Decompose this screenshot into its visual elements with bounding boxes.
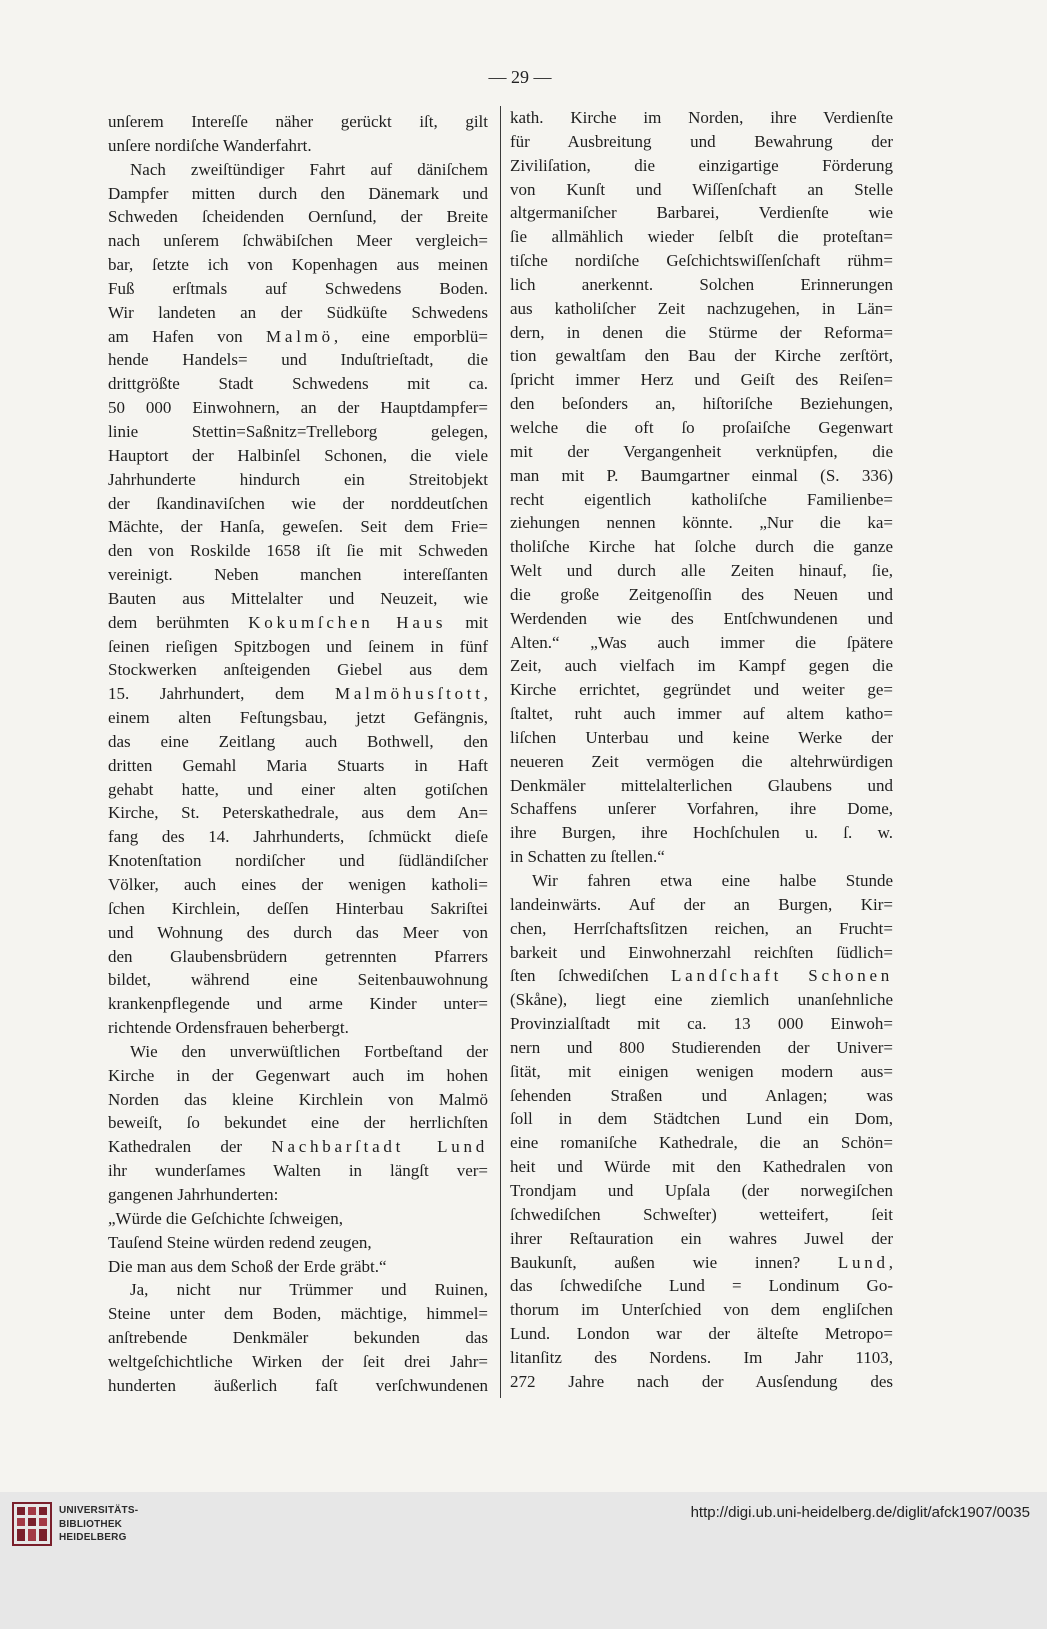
emphasized-text: Malmöhusſtott <box>335 684 484 704</box>
text-line: gehabt hatte, und einer alten gotiſchen <box>108 779 488 799</box>
text-line: ihr wunderſames Walten in längſt ver= <box>108 1161 488 1181</box>
emphasized-text: Lund <box>837 1252 889 1272</box>
text-line: landeinwärts. Auf der an Burgen, Kir= <box>510 894 893 914</box>
text-line <box>510 964 893 988</box>
text-line: hunderten äußerlich faſt verſchwundenen <box>108 1375 488 1395</box>
text-line: in Schatten zu ſtellen.“ <box>510 847 665 867</box>
text-line: altgermaniſcher Barbarei, Verdienſte wie <box>510 203 893 223</box>
text-line: Stockwerken anſteigenden Giebel aus dem <box>108 660 488 680</box>
text-line: nach unſerem ſchwäbiſchen Meer vergleich= <box>108 231 488 251</box>
text-line: Zeit, auch vielfach im Kampf gegen die <box>510 656 893 676</box>
text-line: richtende Ordensfrauen beherbergt. <box>108 1018 349 1038</box>
text-line: 50 000 Einwohnern, an der Hauptdampfer= <box>108 398 488 418</box>
text-line: Schaffens unſerer Vorfahren, ihre Dome, <box>510 799 893 819</box>
text-segment: 15. Jahrhundert, dem <box>108 684 335 704</box>
emphasized-text: Kokumſchen Haus <box>248 612 447 632</box>
text-line: das eine Zeitlang auch Bothwell, den <box>108 731 488 751</box>
text-line: Provinzialſtadt mit ca. 13 000 Einwoh= <box>510 1014 893 1034</box>
emphasized-text: Nachbarſtadt Lund <box>271 1137 488 1157</box>
emphasized-text: Landſchaft Schonen <box>671 966 893 986</box>
library-name <box>59 1504 138 1545</box>
text-line: neueren Zeit vermögen die altehrwürdigen <box>510 751 893 771</box>
text-segment: , <box>888 1252 893 1272</box>
text-line: fang des 14. Jahrhunderts, ſchmückt dieſe <box>108 827 488 847</box>
library-footer <box>0 1492 1047 1629</box>
text-line: Ja, nicht nur Trümmer und Ruinen, <box>130 1280 488 1300</box>
text-line: welche die oft ſo proſaiſche Gegenwart <box>510 417 893 437</box>
emphasized-text: Malmö <box>266 326 334 346</box>
text-line: bildet, während eine Seitenbauwohnung <box>108 970 488 990</box>
text-line: 272 Jahre nach der Ausſendung des <box>510 1371 893 1391</box>
left-text-column <box>108 110 488 1398</box>
library-name-line: HEIDELBERG <box>59 1532 127 1543</box>
text-line: hende Handels= und Induſtrieſtadt, die <box>108 350 488 370</box>
text-line: litanſitz des Nordens. Im Jahr 1103, <box>510 1347 893 1367</box>
text-line: ſtaltet, ruht auch immer auf altem katho= <box>510 704 893 724</box>
text-line: Wir fahren etwa eine halbe Stunde <box>532 871 893 890</box>
text-line <box>108 325 488 349</box>
text-line: Fuß erſtmals auf Schwedens Boden. <box>108 278 488 298</box>
text-line: ſität, mit einigen wenigen modern aus= <box>510 1061 893 1081</box>
text-line: linie Stettin=Saßnitz=Trelleborg gelegen, <box>108 421 488 441</box>
text-line: aus katholiſcher Zeit nachzugehen, in Län= <box>510 298 893 318</box>
text-line: ſpricht immer Herz und Geiſt des Reiſen= <box>510 370 893 390</box>
text-line: Knotenſtation nordiſcher und ſüdländiſcher <box>108 851 488 871</box>
text-line: Kirche in der Gegenwart auch im hohen <box>108 1065 488 1085</box>
text-line: ziehungen nennen könnte. „Nur die ka= <box>510 513 893 533</box>
text-line: beweiſt, ſo bekundet eine der herrlichſten <box>108 1113 488 1133</box>
text-segment: dem berühmten <box>108 612 249 632</box>
text-line: heit und Würde mit den Kathedralen von <box>510 1157 893 1177</box>
text-line: Nach zweiſtündiger Fahrt auf däniſchem <box>130 159 488 179</box>
text-line: anſtrebende Denkmäler bekunden das <box>108 1328 488 1348</box>
text-segment: , eine emporblü= <box>333 326 488 346</box>
text-line: dritten Gemahl Maria Stuarts in Haft <box>108 755 488 775</box>
text-segment: mit <box>446 612 488 632</box>
text-line: nern und 800 Studierenden der Univer= <box>510 1037 893 1057</box>
text-line: weltgeſchichtliche Wirken der ſeit drei Jahr= <box>108 1351 488 1371</box>
text-line: das ſchwediſche Lund = Londinum Go- <box>510 1276 893 1296</box>
text-line: bar, ſetzte ich von Kopenhagen aus meinen <box>108 255 488 275</box>
text-line <box>510 1251 893 1275</box>
text-line: Kirche errichtet, gegründet und weiter ge= <box>510 680 893 700</box>
library-logo[interactable] <box>12 1502 172 1550</box>
text-line: Denkmäler mittelalterlichen Glaubens und <box>510 775 893 795</box>
text-line: kath. Kirche im Norden, ihre Verdienſte <box>510 108 893 127</box>
library-name-line: UNIVERSITÄTS- <box>59 1505 139 1516</box>
text-line: Norden das kleine Kirchlein von Malmö <box>108 1089 488 1109</box>
text-line: Jahrhunderte hindurch ein Streitobjekt <box>108 469 488 489</box>
text-line: thorum im Unterſchied von dem engliſchen <box>510 1300 893 1320</box>
text-line: unſere nordiſche Wanderfahrt. <box>108 135 312 155</box>
text-line: ſoll in dem Städtchen Lund ein Dom, <box>510 1109 893 1129</box>
text-line: Schweden ſcheidenden Oernſund, der Breite <box>108 207 488 227</box>
text-line: krankenpflegende und arme Kinder unter= <box>108 994 488 1014</box>
source-url-link[interactable]: http://digi.ub.uni-heidelberg.de/diglit/afck1907/0035 <box>690 1504 1030 1521</box>
text-line: ſeinen rieſigen Spitzbogen und ſeinem in fünf <box>108 636 488 656</box>
text-line: Mächte, der Hanſa, geweſen. Seit dem Frie= <box>108 517 488 537</box>
text-line: Wir landeten an der Südküſte Schwedens <box>108 302 488 322</box>
text-line: chen, Herrſchaftsſitzen reichen, an Frucht= <box>510 918 893 938</box>
text-line: der ſkandinaviſchen wie der norddeutſchen <box>108 493 488 513</box>
text-line: (Skåne), liegt eine ziemlich unanſehnliche <box>510 990 893 1010</box>
text-line: Wie den unverwüſtlichen Fortbeſtand der <box>130 1041 488 1061</box>
text-segment: am Hafen von <box>108 326 267 346</box>
text-line: gangenen Jahrhunderten: <box>108 1184 279 1204</box>
text-line: Hauptort der Halbinſel Schonen, die viele <box>108 445 488 465</box>
ub-heidelberg-logo-icon <box>12 1502 52 1546</box>
text-line: vereinigt. Neben manchen intereſſanten <box>108 565 488 585</box>
right-text-column <box>510 106 893 1394</box>
text-line: Kirche, St. Peterskathedrale, aus dem An= <box>108 803 488 823</box>
text-line: unſerem Intereſſe näher gerückt iſt, gilt <box>108 112 488 131</box>
text-line: ſchwediſchen Schweſter) wetteifert, ſeit <box>510 1204 893 1224</box>
text-line: mit der Vergangenheit verknüpfen, die <box>510 441 893 461</box>
text-line: Völker, auch eines der wenigen katholi= <box>108 875 488 894</box>
text-line: Trondjam und Upſala (der norwegiſchen <box>510 1180 893 1200</box>
text-line: für Ausbreitung und Bewahrung der <box>510 131 893 151</box>
text-line: ſie allmählich wieder ſelbſt die proteſtan= <box>510 227 893 247</box>
text-line: man mit P. Baumgartner einmal (S. 336) <box>510 465 893 485</box>
text-line: Steine unter dem Boden, mächtige, himmel= <box>108 1304 488 1324</box>
text-line: den Glaubensbrüdern getrennten Pfarrers <box>108 946 488 966</box>
text-line: Lund. London war der älteſte Metropo= <box>510 1324 893 1344</box>
text-line: den von Roskilde 1658 iſt ſie mit Schweden <box>108 541 488 561</box>
text-line: Werdenden wie des Entſchwundenen und <box>510 608 893 628</box>
text-segment: , <box>483 684 488 704</box>
text-line: tiſche nordiſche Geſchichtswiſſenſchaft rühm= <box>510 251 893 271</box>
text-line: tion gewaltſam den Bau der Kirche zerſtört, <box>510 346 893 366</box>
text-line <box>108 682 488 706</box>
text-line <box>108 611 488 635</box>
text-line: recht eigentlich katholiſche Familienbe= <box>510 489 893 509</box>
column-divider <box>500 106 501 1398</box>
text-line: Dampfer mitten durch den Dänemark und <box>108 183 488 203</box>
text-line: drittgrößte Stadt Schwedens mit ca. <box>108 374 488 394</box>
text-line: lich anerkennt. Solchen Erinnerungen <box>510 274 893 294</box>
text-segment: Kathedralen der <box>108 1137 272 1157</box>
text-line: eine romaniſche Kathedrale, die an Schön= <box>510 1133 893 1153</box>
text-line <box>108 1135 488 1159</box>
text-line: liſchen Unterbau und keine Werke der <box>510 727 893 747</box>
text-line: Die man aus dem Schoß der Erde gräbt.“ <box>108 1256 387 1276</box>
text-line: Bauten aus Mittelalter und Neuzeit, wie <box>108 588 488 608</box>
text-line: von Kunſt und Wiſſenſchaft an Stelle <box>510 179 893 199</box>
text-line: tholiſche Kirche hat ſolche durch die ganze <box>510 537 893 557</box>
text-line: ſehenden Straßen und Anlagen; was <box>510 1085 893 1105</box>
text-line: ihre Burgen, ihre Hochſchulen u. ſ. w. <box>510 823 893 843</box>
text-line: die große Zeitgenoſſin des Neuen und <box>510 584 893 604</box>
text-line: den beſonders an, hiſtoriſche Beziehungen, <box>510 394 893 414</box>
text-segment: ſten ſchwediſchen <box>510 966 672 986</box>
text-line: Ziviliſation, die einzigartige Förderung <box>510 155 893 175</box>
text-line: Welt und durch alle Zeiten hinauf, ſie, <box>510 561 893 581</box>
text-line: ſchen Kirchlein, deſſen Hinterbau Sakriſtei <box>108 898 488 918</box>
text-line: einem alten Feſtungsbau, jetzt Gefängnis, <box>108 708 488 728</box>
text-line: dern, in denen die Stürme der Reforma= <box>510 322 893 342</box>
text-line: „Würde die Geſchichte ſchweigen, <box>108 1208 344 1228</box>
text-line: Alten.“ „Was auch immer die ſpätere <box>510 632 893 652</box>
page-number-header: — 29 — <box>488 67 552 87</box>
text-segment: Baukunſt, außen wie innen? <box>510 1252 838 1272</box>
text-line: und Wohnung des durch das Meer von <box>108 922 488 942</box>
library-name-line: BIBLIOTHEK <box>59 1518 123 1530</box>
text-line: barkeit und Einwohnerzahl reichſten ſüdlich= <box>510 942 893 962</box>
text-line: ihrer Reſtauration ein wahres Juwel der <box>510 1228 893 1248</box>
text-line: Tauſend Steine würden redend zeugen, <box>108 1232 372 1252</box>
